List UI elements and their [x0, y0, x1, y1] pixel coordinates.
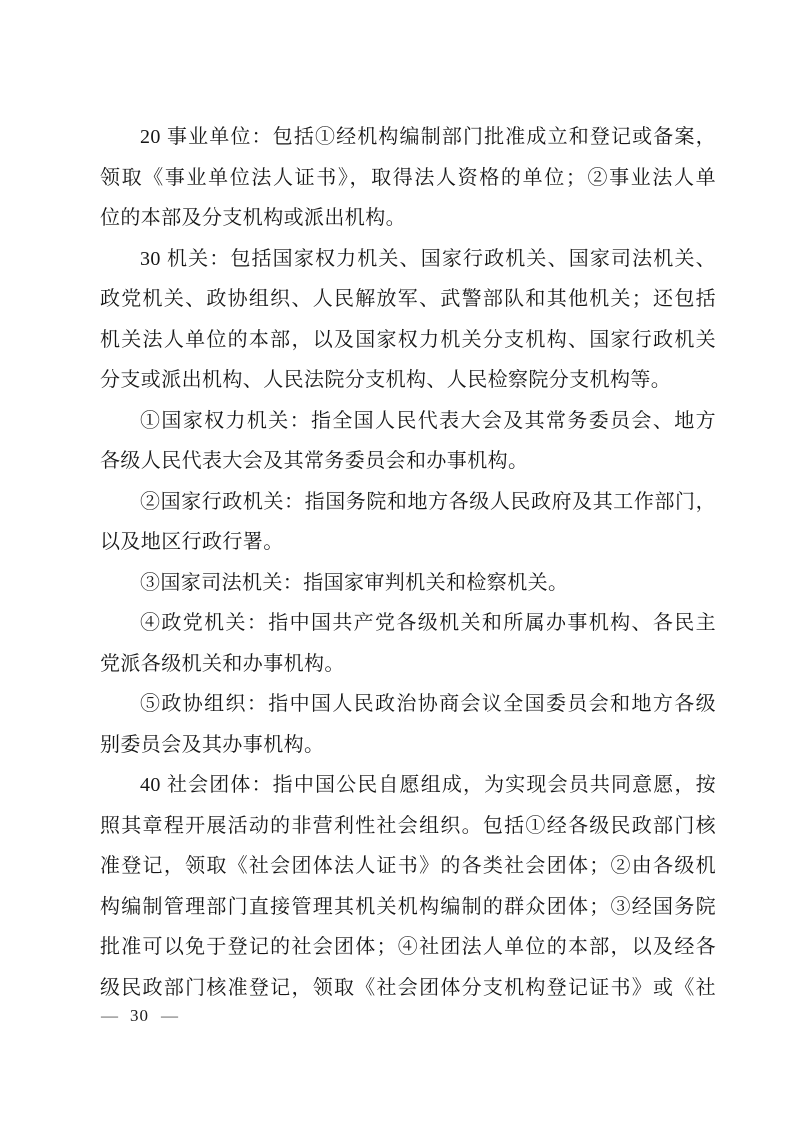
text-line: 构编制管理部门直接管理其机关机构编制的群众团体；③经国务院: [100, 895, 716, 918]
text-line: 批准可以免于登记的社会团体；④社团法人单位的本部，以及经各: [100, 936, 716, 958]
text-line: 政党机关、政协组织、人民解放军、武警部队和其他机关；还包括: [100, 288, 716, 310]
paragraph-code-30-jiguan: [100, 239, 716, 401]
paragraph-sub-3-guojia-sifa-jiguan: [100, 563, 716, 604]
paragraph-sub-5-zhengxie-zuzhi: [100, 684, 716, 765]
document-body: [100, 117, 716, 1008]
text-line: ②国家行政机关：指国务院和地方各级人民政府及其工作部门，: [140, 490, 716, 513]
text-line: 准登记，领取《社会团体法人证书》的各类社会团体；②由各级机: [100, 855, 716, 877]
text-line: ③国家司法机关：指国家审判机关和检察机关。: [140, 571, 569, 594]
text-line: 各级人民代表大会及其常务委员会和办事机构。: [100, 450, 529, 472]
paragraph-code-40-shehui-tuanti: [100, 765, 716, 1008]
page-footer: [101, 1005, 178, 1027]
text-line: 分支或派出机构、人民法院分支机构、人民检察院分支机构等。: [100, 369, 672, 391]
text-line: 党派各级机关和办事机构。: [100, 652, 345, 675]
paragraph-sub-2-guojia-xingzheng-jiguan: [100, 482, 716, 563]
text-line: 位的本部及分支机构或派出机构。: [100, 207, 406, 229]
text-line: 以及地区行政行署。: [100, 531, 284, 553]
footer-left-dash: —: [101, 1006, 118, 1025]
text-line: 30 机关：包括国家权力机关、国家行政机关、国家司法机关、: [140, 247, 716, 270]
page-number: 30: [130, 1006, 149, 1025]
text-line: 40 社会团体：指中国公民自愿组成，为实现会员共同意愿，按: [140, 774, 716, 796]
text-line: 机关法人单位的本部，以及国家权力机关分支机构、国家行政机关: [100, 328, 716, 351]
text-line: 照其章程开展活动的非营利性社会组织。包括①经各级民政部门核: [100, 814, 716, 837]
text-line: ⑤政协组织：指中国人民政治协商会议全国委员会和地方各级: [140, 693, 716, 715]
text-line: 领取《事业单位法人证书》，取得法人资格的单位；②事业法人单: [100, 166, 716, 189]
text-line: 级民政部门核准登记，领取《社会团体分支机构登记证书》或《社: [100, 976, 716, 999]
paragraph-sub-4-zhengdang-jiguan: [100, 603, 716, 684]
paragraph-sub-1-guojia-quanli-jiguan: [100, 401, 716, 482]
paragraph-code-20-shiye-danwei: [100, 117, 716, 239]
text-line: 别委员会及其办事机构。: [100, 733, 325, 756]
text-line: 20 事业单位：包括①经机构编制部门批准成立和登记或备案，: [140, 126, 716, 148]
text-line: ①国家权力机关：指全国人民代表大会及其常务委员会、地方: [140, 409, 716, 432]
text-line: ④政党机关：指中国共产党各级机关和所属办事机构、各民主: [140, 612, 716, 634]
footer-right-dash: —: [161, 1006, 178, 1025]
